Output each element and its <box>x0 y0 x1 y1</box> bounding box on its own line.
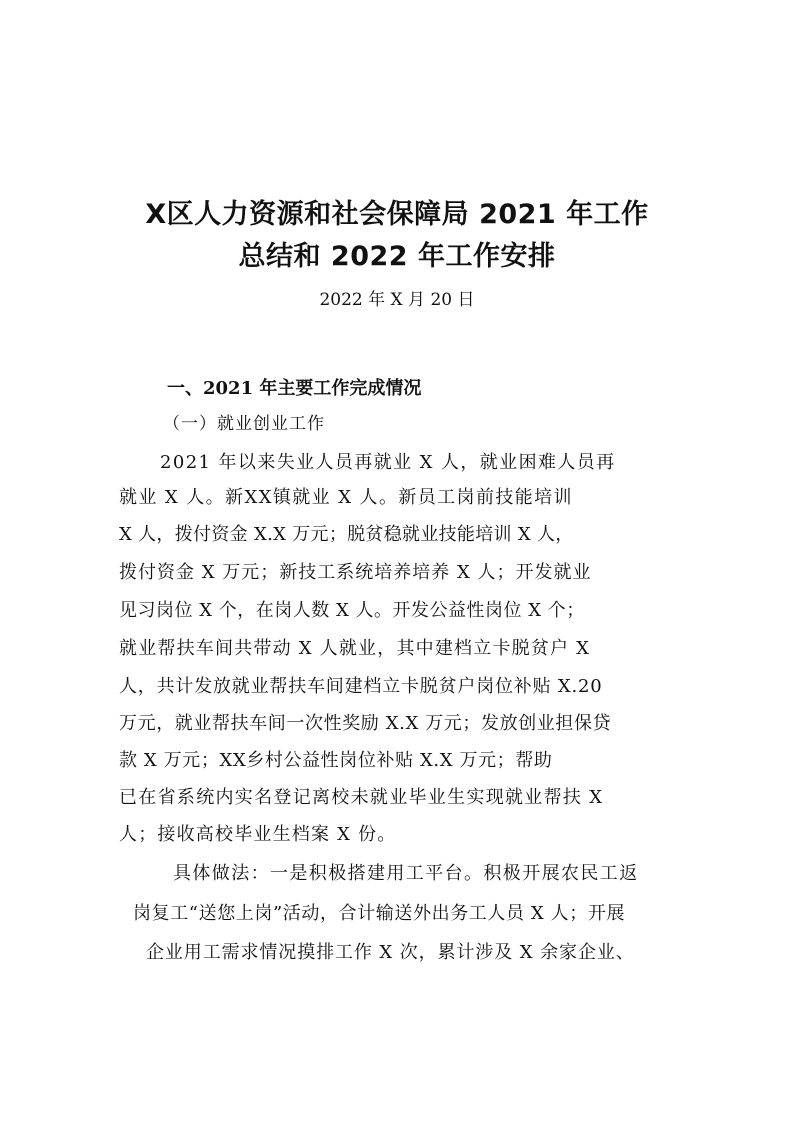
paragraph-line: 款 X 万元；XX乡村公益性岗位补贴 X.X 万元；帮助 <box>119 750 553 771</box>
paragraph-line: 万元，就业帮扶车间一次性奖励 X.X 万元；发放创业担保贷 <box>119 713 612 734</box>
paragraph-line: X 人，拨付资金 X.X 万元；脱贫稳就业技能培训 X 人， <box>119 524 574 545</box>
document-title-line-2: 总结和 2022 年工作安排 <box>238 241 556 272</box>
paragraph-line: 企业用工需求情况摸排工作 X 次，累计涉及 X 余家企业、 <box>146 942 635 963</box>
subsection-heading: （一）就业创业工作 <box>163 414 325 434</box>
section-heading: 一、2021 年主要工作完成情况 <box>167 378 422 399</box>
document-title-line-1: X区人力资源和社会保障局 2021 年工作 <box>145 199 649 230</box>
paragraph-line: 就业 X 人。新XX镇就业 X 人。新员工岗前技能培训 <box>119 487 573 508</box>
paragraph-line: 具体做法：一是积极搭建用工平台。积极开展农民工返 <box>173 863 639 884</box>
document-date: 2022 年 X 月 20 日 <box>319 290 475 310</box>
paragraph-line: 已在省系统内实名登记离校未就业毕业生实现就业帮扶 X <box>119 787 604 808</box>
paragraph-line: 就业帮扶车间共带动 X 人就业，其中建档立卡脱贫户 X <box>119 638 591 659</box>
paragraph-line: 2021 年以来失业人员再就业 X 人，就业困难人员再 <box>160 452 616 473</box>
paragraph-line: 岗复工“送您上岗”活动，合计输送外出务工人员 X 人；开展 <box>133 903 626 924</box>
paragraph-line: 人，共计发放就业帮扶车间建档立卡脱贫户岗位补贴 X.20 <box>119 676 603 697</box>
paragraph-line: 见习岗位 X 个，在岗人数 X 人。开发公益性岗位 X 个； <box>119 600 585 621</box>
paragraph-line: 人；接收高校毕业生档案 X 份。 <box>119 824 397 845</box>
paragraph-line: 拨付资金 X 万元；新技工系统培养培养 X 人；开发就业 <box>119 562 592 583</box>
